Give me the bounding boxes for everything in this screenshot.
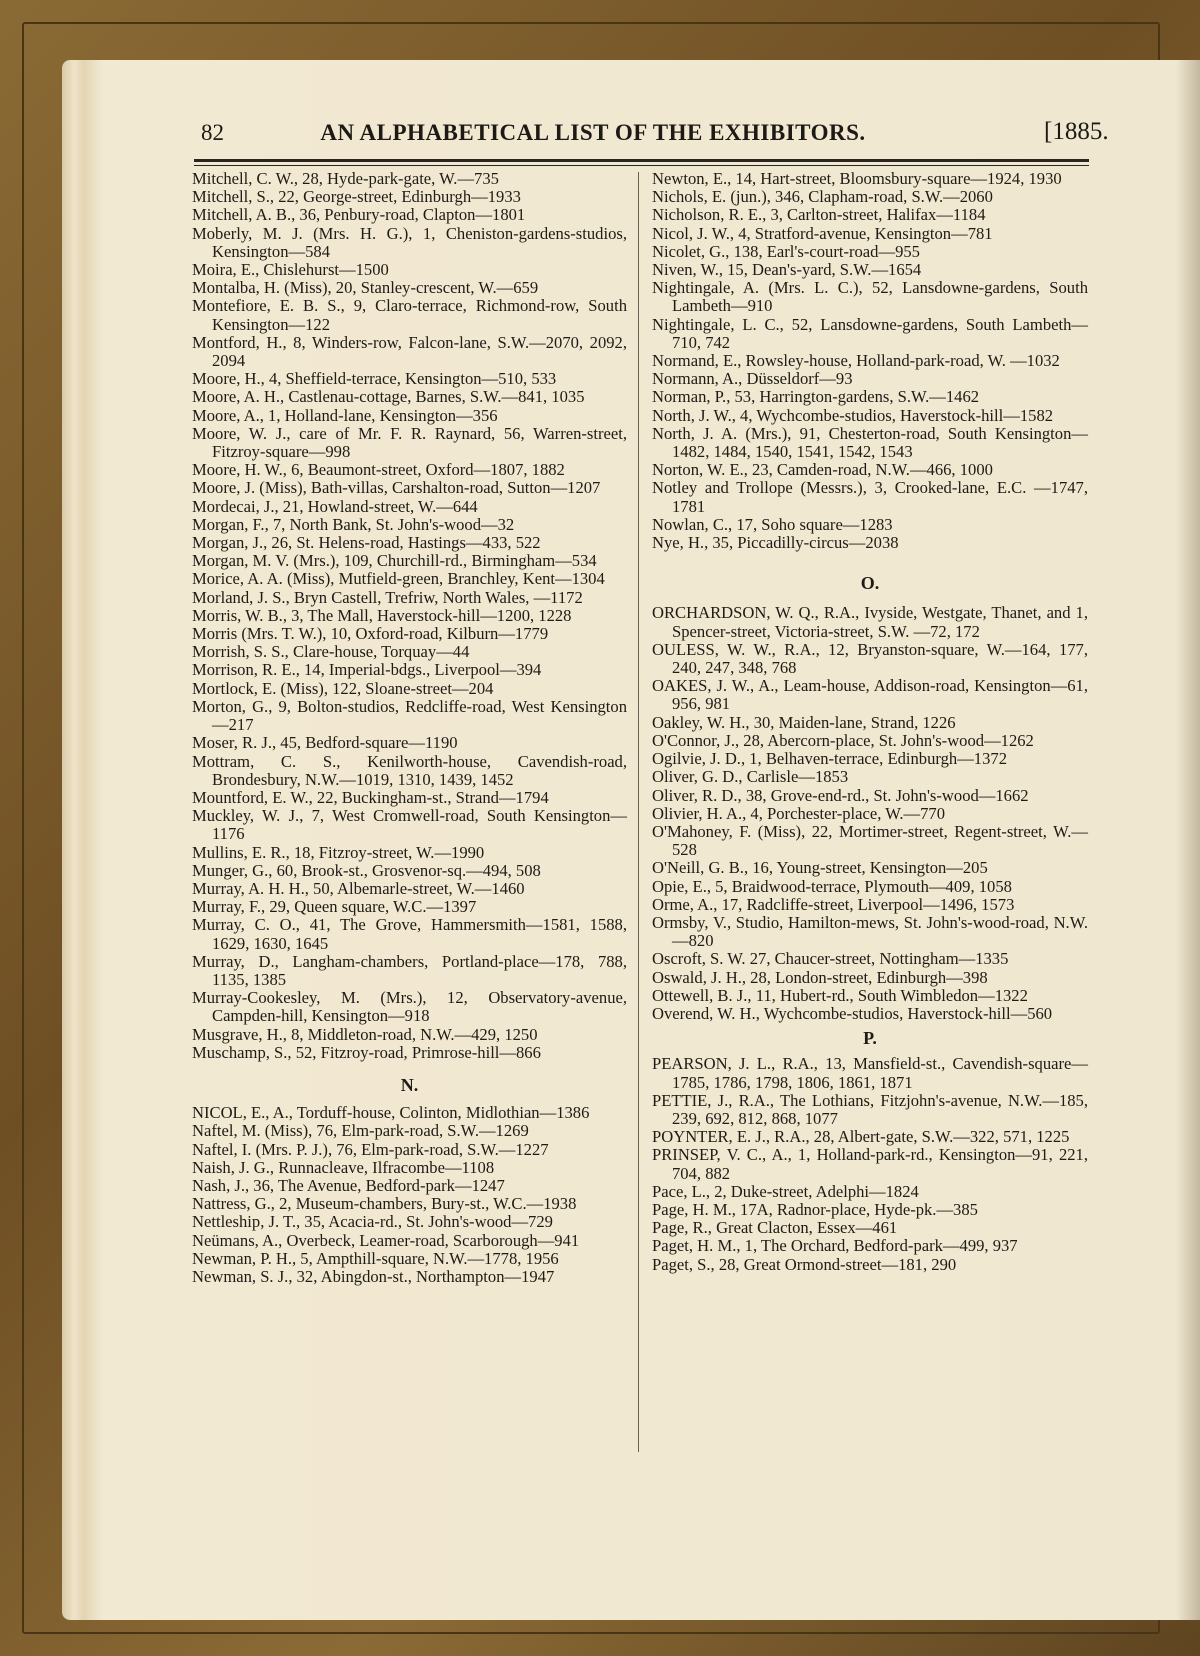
exhibitor-entry: Morland, J. S., Bryn Castell, Trefriw, North Wales, —1172 <box>192 587 583 607</box>
exhibitor-entry: Munger, G., 60, Brook-st., Grosvenor-sq.—494, 508 <box>192 860 541 880</box>
exhibitor-entry: Orme, A., 17, Radcliffe-street, Liverpool—1496, 1573 <box>652 894 1015 914</box>
section-p-entries <box>652 1055 1088 1273</box>
exhibitor-entry: Moberly, M. J. (Mrs. H. G.), 1, Cheniston-gardens-studios, Kensington—584 <box>192 223 627 261</box>
exhibitor-entry: North, J. W., 4, Wychcombe-studios, Haverstock-hill—1582 <box>652 405 1054 425</box>
exhibitor-entry: Morrish, S. S., Clare-house, Torquay—44 <box>192 642 470 662</box>
exhibitor-entry: Morris, W. B., 3, The Mall, Haverstock-hill—1200, 1228 <box>192 605 572 625</box>
exhibitor-entry: O'Neill, G. B., 16, Young-street, Kensington—205 <box>652 858 988 878</box>
exhibitor-entry: Ormsby, V., Studio, Hamilton-mews, St. John's-wood-road, N.W.—820 <box>652 912 1088 951</box>
exhibitor-entry: OAKES, J. W., A., Leam-house, Addison-road, Kensington—61, 956, 981 <box>652 676 1088 714</box>
book-page <box>62 60 1200 1620</box>
exhibitor-entry: Morice, A. A. (Miss), Mutfield-green, Branchley, Kent—1304 <box>192 569 605 589</box>
exhibitor-entry: Normand, E., Rowsley-house, Holland-park-road, W. —1032 <box>652 351 1060 371</box>
exhibitor-entry: Moore, J. (Miss), Bath-villas, Carshalton-road, Sutton—1207 <box>192 478 601 498</box>
exhibitor-entry: Nightingale, A. (Mrs. L. C.), 52, Lansdowne-gardens, South Lambeth—910 <box>652 278 1088 316</box>
left-column <box>192 170 627 1286</box>
exhibitor-entry: Nettleship, J. T., 35, Acacia-rd., St. John's-wood—729 <box>192 1212 553 1232</box>
exhibitor-entry: Morgan, J., 26, St. Helens-road, Hastings—433, 522 <box>192 533 541 553</box>
exhibitor-entry: Muschamp, S., 52, Fitzroy-road, Primrose-hill—866 <box>192 1042 541 1062</box>
column-divider <box>638 172 639 1452</box>
exhibitor-entry: Norton, W. E., 23, Camden-road, N.W.—466, 1000 <box>652 460 993 480</box>
exhibitor-entry: Morgan, M. V. (Mrs.), 109, Churchill-rd., Birmingham—534 <box>192 551 597 571</box>
section-o-entries <box>652 604 1088 1023</box>
exhibitor-entry: Page, H. M., 17A, Radnor-place, Hyde-pk.—385 <box>652 1199 978 1219</box>
exhibitor-entry: Overend, W. H., Wychcombe-studios, Haverstock-hill—560 <box>652 1003 1053 1023</box>
exhibitor-entry: Nicol, J. W., 4, Stratford-avenue, Kensington—781 <box>652 223 993 243</box>
exhibitor-entry: Moore, H. W., 6, Beaumont-street, Oxford—1807, 1882 <box>192 460 565 480</box>
section-n-entries <box>192 1104 627 1286</box>
page-number: 82 <box>201 120 224 145</box>
exhibitor-entry: Moser, R. J., 45, Bedford-square—1190 <box>192 733 458 753</box>
exhibitor-entry: ORCHARDSON, W. Q., R.A., Ivyside, Westgate, Thanet, and 1, Spencer-street, Victoria-street, S.W. —72, 172 <box>652 603 1088 641</box>
section-n-entries-continued <box>652 170 1088 552</box>
exhibitor-entry: Mullins, E. R., 18, Fitzroy-street, W.—1990 <box>192 842 485 862</box>
exhibitor-entry: Mountford, E. W., 22, Buckingham-st., Strand—1794 <box>192 787 549 807</box>
exhibitor-entry: Mitchell, A. B., 36, Penbury-road, Clapton—1801 <box>192 205 526 225</box>
exhibitor-entry: Murray-Cookesley, M. (Mrs.), 12, Observatory-avenue, Campden-hill, Kensington—918 <box>192 988 627 1026</box>
exhibitor-entry: PETTIE, J., R.A., The Lothians, Fitzjohn's-avenue, N.W.—185, 239, 692, 812, 868, 1077 <box>652 1090 1088 1128</box>
exhibitor-entry: Moore, H., 4, Sheffield-terrace, Kensington—510, 533 <box>192 369 557 389</box>
exhibitor-entry: Olivier, H. A., 4, Porchester-place, W.—770 <box>652 803 946 823</box>
exhibitor-entry: Oscroft, S. W. 27, Chaucer-street, Nottingham—1335 <box>652 949 1009 969</box>
exhibitor-entry: Moore, A. H., Castlenau-cottage, Barnes, S.W.—841, 1035 <box>192 387 585 407</box>
header-rule-thick <box>194 159 1089 162</box>
exhibitor-entry: Murray, F., 29, Queen square, W.C.—1397 <box>192 897 477 917</box>
exhibitor-entry: Moira, E., Chislehurst—1500 <box>192 260 389 280</box>
exhibitor-entry: Moore, W. J., care of Mr. F. R. Raynard, 56, Warren-street, Fitzroy-square—998 <box>192 423 627 462</box>
exhibitor-entry: Nye, H., 35, Piccadilly-circus—2038 <box>652 533 899 553</box>
exhibitor-entry: Paget, H. M., 1, The Orchard, Bedford-park—499, 937 <box>652 1236 1018 1256</box>
exhibitor-entry: Opie, E., 5, Braidwood-terrace, Plymouth—409, 1058 <box>652 876 1012 896</box>
exhibitor-entry: Notley and Trollope (Messrs.), 3, Crooked-lane, E.C. —1747, 1781 <box>652 478 1088 516</box>
exhibitor-entry: Norman, P., 53, Harrington-gardens, S.W.—1462 <box>652 387 980 407</box>
exhibitor-entry: Moore, A., 1, Holland-lane, Kensington—356 <box>192 405 498 425</box>
exhibitor-entry: Morris (Mrs. T. W.), 10, Oxford-road, Kilburn—1779 <box>192 624 549 644</box>
exhibitor-entry: Montefiore, E. B. S., 9, Claro-terrace, Richmond-row, South Kensington—122 <box>192 296 627 334</box>
section-heading-p: P. <box>863 1028 877 1049</box>
exhibitor-entry: Muckley, W. J., 7, West Cromwell-road, South Kensington—1176 <box>192 806 627 844</box>
exhibitor-entry: Oswald, J. H., 28, London-street, Edinburgh—398 <box>652 967 988 987</box>
exhibitor-entry: Mitchell, S., 22, George-street, Edinburgh—1933 <box>192 187 521 207</box>
exhibitor-entry: Musgrave, H., 8, Middleton-road, N.W.—429, 1250 <box>192 1024 538 1044</box>
exhibitor-entry: O'Mahoney, F. (Miss), 22, Mortimer-street, Regent-street, W.—528 <box>652 821 1088 860</box>
exhibitor-entry: Morton, G., 9, Bolton-studios, Redcliffe-road, West Kensington—217 <box>192 696 627 735</box>
page-edge-shade <box>1176 60 1200 1620</box>
exhibitor-entry: Murray, D., Langham-chambers, Portland-place—178, 788, 1135, 1385 <box>192 951 627 989</box>
exhibitor-entry: Naish, J. G., Runnacleave, Ilfracombe—1108 <box>192 1157 495 1177</box>
exhibitor-entry: OULESS, W. W., R.A., 12, Bryanston-square, W.—164, 177, 240, 247, 348, 768 <box>652 639 1088 678</box>
exhibitor-entry: Normann, A., Düsseldorf—93 <box>652 369 853 389</box>
exhibitor-entry: Montford, H., 8, Winders-row, Falcon-lane, S.W.—2070, 2092, 2094 <box>192 332 627 371</box>
exhibitor-entry: O'Connor, J., 28, Abercorn-place, St. John's-wood—1262 <box>652 730 1034 750</box>
exhibitor-entry: Ottewell, B. J., 11, Hubert-rd., South Wimbledon—1322 <box>652 985 1028 1005</box>
exhibitor-entry: Newton, E., 14, Hart-street, Bloomsbury-square—1924, 1930 <box>652 169 1062 188</box>
exhibitor-entry: Murray, A. H. H., 50, Albemarle-street, W.—1460 <box>192 878 525 898</box>
exhibitor-entry: Nattress, G., 2, Museum-chambers, Bury-st., W.C.—1938 <box>192 1194 577 1214</box>
exhibitor-entry: NICOL, E., A., Torduff-house, Colinton, Midlothian—1386 <box>192 1103 590 1123</box>
exhibitor-entry: Nightingale, L. C., 52, Lansdowne-gardens, South Lambeth—710, 742 <box>652 314 1088 352</box>
exhibitor-entry: Nichols, E. (jun.), 346, Clapham-road, S.W.—2060 <box>652 187 993 207</box>
running-title: AN ALPHABETICAL LIST OF THE EXHIBITORS. <box>320 120 866 145</box>
exhibitor-entry: Nash, J., 36, The Avenue, Bedford-park—1247 <box>192 1175 505 1195</box>
exhibitor-entry: Paget, S., 28, Great Ormond-street—181, 290 <box>652 1254 957 1274</box>
exhibitor-entry: Ogilvie, J. D., 1, Belhaven-terrace, Edinburgh—1372 <box>652 749 1007 769</box>
exhibitor-entry: Morgan, F., 7, North Bank, St. John's-wood—32 <box>192 514 515 534</box>
exhibitor-entry: Morrison, R. E., 14, Imperial-bdgs., Liverpool—394 <box>192 660 542 680</box>
exhibitor-entry: PEARSON, J. L., R.A., 13, Mansfield-st., Cavendish-square—1785, 1786, 1798, 1806, 1861, 1871 <box>652 1054 1088 1092</box>
exhibitor-entry: Newman, S. J., 32, Abingdon-st., Northampton—1947 <box>192 1266 555 1286</box>
exhibitor-entry: Naftel, I. (Mrs. P. J.), 76, Elm-park-road, S.W.—1227 <box>192 1139 549 1159</box>
year-label: [1885. <box>1044 118 1109 145</box>
exhibitor-entry: Neümans, A., Overbeck, Leamer-road, Scarborough—941 <box>192 1230 580 1250</box>
exhibitor-entry: North, J. A. (Mrs.), 91, Chesterton-road, South Kensington—1482, 1484, 1540, 1541, 1542, 1543 <box>652 423 1088 462</box>
exhibitor-entry: Nicolet, G., 138, Earl's-court-road—955 <box>652 241 920 261</box>
section-heading-o: O. <box>860 573 880 594</box>
exhibitor-entry: Mortlock, E. (Miss), 122, Sloane-street—204 <box>192 678 494 698</box>
exhibitor-entry: Page, R., Great Clacton, Essex—461 <box>652 1218 898 1238</box>
exhibitor-entry: Pace, L., 2, Duke-street, Adelphi—1824 <box>652 1181 919 1201</box>
header-rule-thin <box>194 165 1089 166</box>
exhibitor-entry: Oakley, W. H., 30, Maiden-lane, Strand, 1226 <box>652 712 956 732</box>
exhibitor-entry: Nowlan, C., 17, Soho square—1283 <box>652 514 893 534</box>
exhibitor-entry: Naftel, M. (Miss), 76, Elm-park-road, S.W.—1269 <box>192 1121 529 1141</box>
exhibitor-entry: Montalba, H. (Miss), 20, Stanley-crescent, W.—659 <box>192 278 539 298</box>
exhibitor-entry: PRINSEP, V. C., A., 1, Holland-park-rd., Kensington—91, 221, 704, 882 <box>652 1145 1088 1183</box>
section-heading-n: N. <box>400 1074 419 1095</box>
exhibitor-entry: Nicholson, R. E., 3, Carlton-street, Halifax—1184 <box>652 205 986 225</box>
exhibitor-entry: Newman, P. H., 5, Ampthill-square, N.W.—1778, 1956 <box>192 1248 559 1268</box>
exhibitor-entry: Niven, W., 15, Dean's-yard, S.W.—1654 <box>652 260 922 280</box>
section-m-entries <box>192 170 627 1062</box>
exhibitor-entry: Oliver, G. D., Carlisle—1853 <box>652 767 849 787</box>
exhibitor-entry: Mordecai, J., 21, Howland-street, W.—644 <box>192 496 478 516</box>
right-column <box>652 170 1088 1274</box>
exhibitor-entry: POYNTER, E. J., R.A., 28, Albert-gate, S.W.—322, 571, 1225 <box>652 1127 1070 1147</box>
exhibitor-entry: Oliver, R. D., 38, Grove-end-rd., St. John's-wood—1662 <box>652 785 1029 805</box>
exhibitor-entry: Mitchell, C. W., 28, Hyde-park-gate, W.—735 <box>192 169 499 188</box>
exhibitor-entry: Murray, C. O., 41, The Grove, Hammersmith—1581, 1588, 1629, 1630, 1645 <box>192 915 627 953</box>
exhibitor-entry: Mottram, C. S., Kenilworth-house, Cavendish-road, Brondesbury, N.W.—1019, 1310, 1439, 1452 <box>192 751 627 789</box>
